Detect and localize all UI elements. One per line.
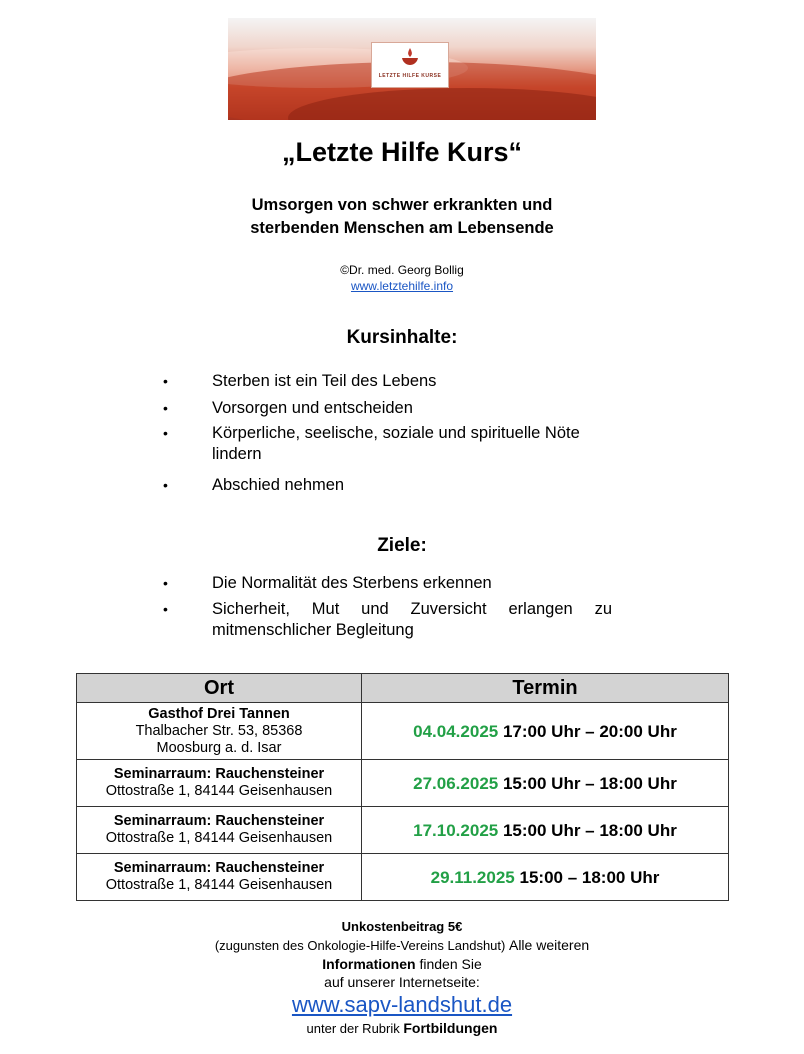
list-item <box>0 599 804 651</box>
course-time: 17:00 Uhr – 20:00 Uhr <box>502 721 677 741</box>
course-date: 17.10.2025 <box>413 820 499 840</box>
footer-info <box>0 918 804 1038</box>
course-dates-table <box>76 673 729 901</box>
list-item <box>0 423 804 475</box>
candle-bowl-icon <box>400 47 420 67</box>
letztehilfe-link[interactable]: www.letztehilfe.info <box>350 279 454 293</box>
venue-name: Gasthof Drei Tannen <box>148 705 290 722</box>
rubrik-prefix: unter der Rubrik <box>306 1021 400 1036</box>
location-cell <box>77 807 362 854</box>
logo <box>371 42 449 88</box>
table-row <box>77 760 729 807</box>
venue-address: Thalbacher Str. 53, 85368 <box>135 722 303 739</box>
bullet-icon: • <box>163 425 168 441</box>
logo-text: LETZTE HILFE KURSE <box>378 73 442 79</box>
course-date: 29.11.2025 <box>430 867 515 887</box>
kursinhalte-heading: Kursinhalte: <box>346 327 458 348</box>
ziele-list <box>0 573 804 651</box>
location-cell <box>77 703 362 760</box>
venue-address: Ottostraße 1, 84144 Geisenhausen <box>105 830 333 846</box>
kursinhalte-list <box>0 371 804 500</box>
page-title: „Letzte Hilfe Kurs“ <box>281 137 523 167</box>
column-header-termin: Termin <box>362 674 729 703</box>
list-item <box>0 398 804 423</box>
more-info-text: Alle weiteren <box>508 937 590 953</box>
venue-address: Ottostraße 1, 84144 Geisenhausen <box>105 783 333 799</box>
table-row <box>77 807 729 854</box>
bullet-icon: • <box>163 575 168 591</box>
header-banner <box>228 18 596 120</box>
table-row <box>77 703 729 760</box>
list-item-text: Vorsorgen und entscheiden <box>212 399 413 417</box>
list-item-text: Abschied nehmen <box>212 476 345 494</box>
subtitle-line: sterbenden Menschen am Lebensende <box>250 219 554 237</box>
course-time: 15:00 – 18:00 Uhr <box>519 867 660 887</box>
more-info-text: auf unserer Internetseite: <box>324 974 480 990</box>
ziele-heading: Ziele: <box>377 535 427 556</box>
venue-address: Ottostraße 1, 84144 Geisenhausen <box>105 877 333 893</box>
list-item <box>0 475 804 500</box>
rubrik-name: Fortbildungen <box>403 1020 498 1036</box>
course-time: 15:00 Uhr – 18:00 Uhr <box>502 820 677 840</box>
copyright-block <box>0 262 804 294</box>
subtitle-line: Umsorgen von schwer erkrankten und <box>251 196 553 214</box>
beneficiary-text: (zugunsten des Onkologie-Hilfe-Vereins Landshut) <box>214 938 506 953</box>
table-header-row <box>77 674 729 703</box>
bullet-icon: • <box>163 373 168 389</box>
course-date: 04.04.2025 <box>413 721 499 741</box>
location-cell <box>77 760 362 807</box>
more-info-text: finden Sie <box>419 956 482 972</box>
website-link[interactable]: www.sapv-landshut.de <box>291 992 513 1017</box>
course-date: 27.06.2025 <box>413 773 499 793</box>
column-header-ort: Ort <box>77 674 362 703</box>
termin-cell <box>362 807 729 854</box>
list-item <box>0 573 804 599</box>
list-item-text: Sicherheit, Mut und Zuversicht erlangen zu mitmenschlicher Begleitung <box>212 600 612 639</box>
venue-address: Moosburg a. d. Isar <box>156 739 282 756</box>
more-info-bold: Informationen <box>322 956 416 972</box>
fee-text: Unkostenbeitrag 5€ <box>341 919 463 934</box>
termin-cell <box>362 854 729 901</box>
subtitle <box>0 194 804 240</box>
venue-name: Seminarraum: Rauchensteiner <box>113 860 325 876</box>
table-row <box>77 854 729 901</box>
location-cell <box>77 854 362 901</box>
termin-cell <box>362 760 729 807</box>
bullet-icon: • <box>163 400 168 416</box>
list-item-text: Körperliche, seelische, soziale und spirituelle Nöte lindern <box>212 424 580 463</box>
copyright-author: ©Dr. med. Georg Bollig <box>340 263 464 277</box>
bullet-icon: • <box>163 601 168 617</box>
course-time: 15:00 Uhr – 18:00 Uhr <box>502 773 677 793</box>
termin-cell <box>362 703 729 760</box>
venue-name: Seminarraum: Rauchensteiner <box>113 766 325 782</box>
bullet-icon: • <box>163 477 168 493</box>
list-item-text: Die Normalität des Sterbens erkennen <box>212 574 492 592</box>
list-item-text: Sterben ist ein Teil des Lebens <box>212 372 437 390</box>
venue-name: Seminarraum: Rauchensteiner <box>113 813 325 829</box>
list-item <box>0 371 804 398</box>
